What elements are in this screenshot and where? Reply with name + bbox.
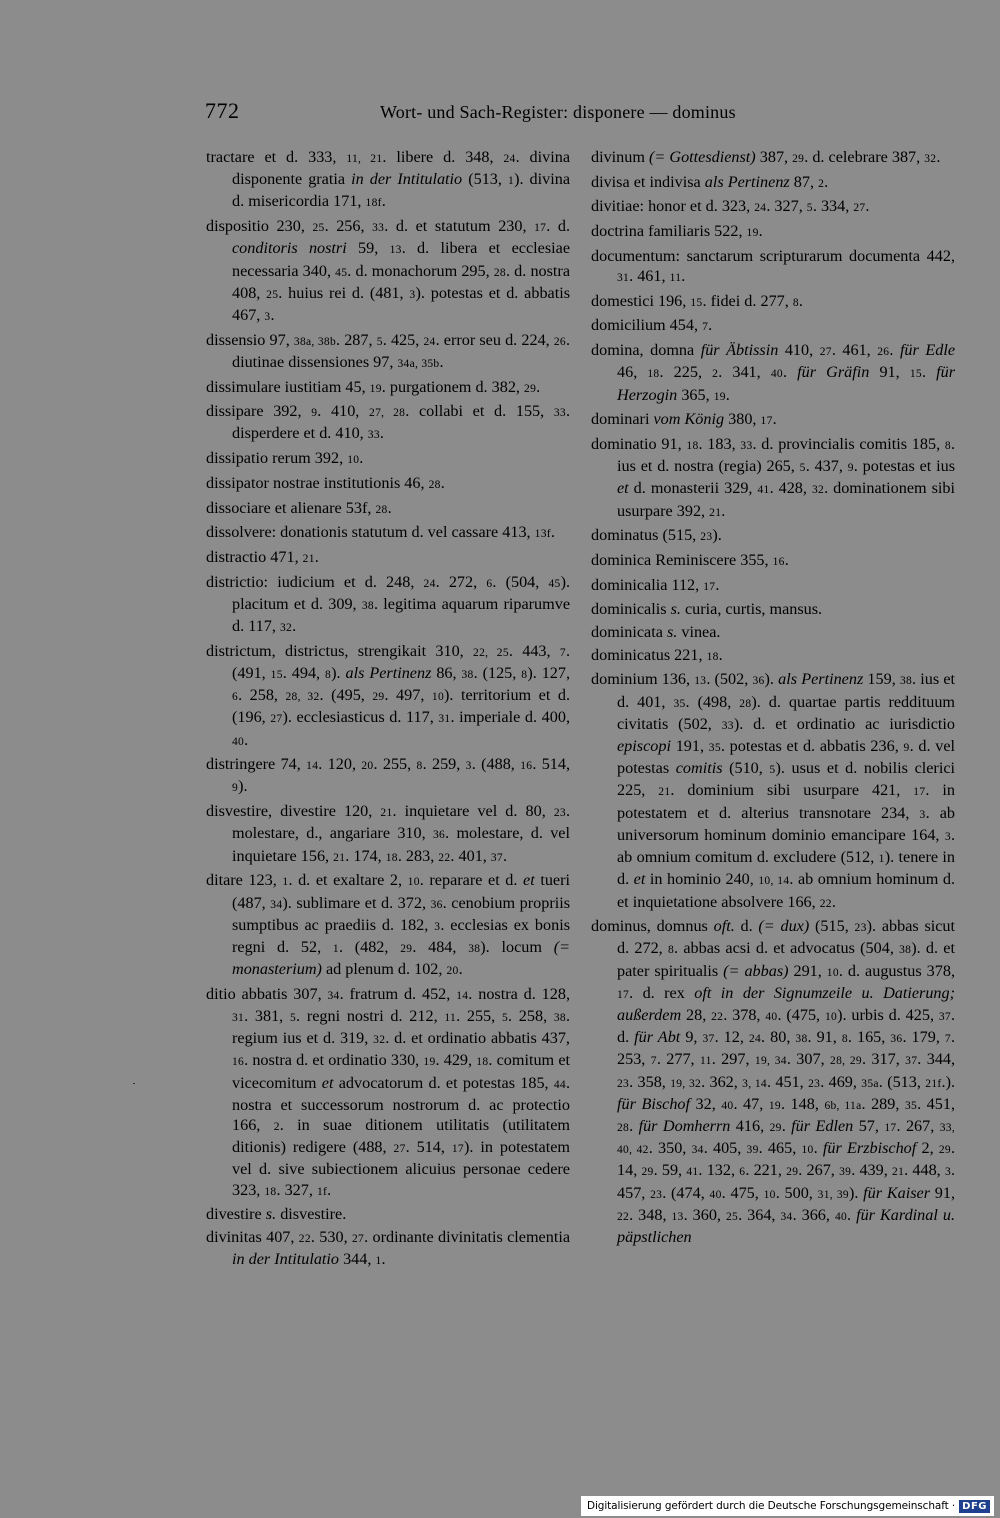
index-entry: dominus, domnus oft. d. (= dux) (515, 23). abbas sicut d. 272, 8. abbas acsi d. et advocatus (504, 38). d. et pater spiritualis (= abbas) 291, 10. d. augustus 378, 17. d. rex oft in der Signumzeile u. Datierung; außerdem 28, 22. 378, 40. (475, 10). urbis d. 425, 37. d. für Abt 9, 37. 12, 24. 80, 38. 91, 8. 165, 36. 179, 7. 253, 7. 277, 11. 297, 19, 34. 307, 28, 29. 317, 37. 344, 23. 358, 19, 32. 362, 3, 14. 451, 23. 469, 35a. (513, 21f.). für Bischof 32, 40. 47, 19. 148, 6b, 11a. 289, 35. 451, 28. für Domherrn 416, 29. für Edlen 57, 17. 267, 33, 40, 42. 350, 34. 405, 39. 465, 10. für Erzbischof 2, 29. 14, 29. 59, 41. 132, 6. 221, 29. 267, 39. 439, 21. 448, 3. 457, 23. (474, 40. 475, 10. 500, 31, 39). für Kaiser 91, 22. 348, 13. 360, 25. 364, 34. 366, 40. für Kardinal u. päpstlichen bbox=[591, 917, 956, 1247]
index-entry: dominicata s. vinea. bbox=[591, 623, 721, 642]
index-entry: dominica Reminiscere 355, 16. bbox=[591, 550, 789, 569]
scan-speck bbox=[133, 1083, 135, 1084]
index-entry: divisa et indivisa als Pertinenz 87, 2. bbox=[591, 172, 829, 191]
index-entry: dominatio 91, 18. 183, 33. d. provincialis comitis 185, 8. ius et d. nostra (regia) 265, 5. 437, 9. potestas et ius et d. monasterii 329, 41. 428, 32. dominationem sibi usurpare 392, 21. bbox=[591, 434, 956, 520]
index-entry: distringere 74, 14. 120, 20. 255, 8. 259, 3. (488, 16. 514, 9). bbox=[206, 755, 571, 796]
index-entry: domestici 196, 15. fidei d. 277, 8. bbox=[591, 291, 803, 310]
footer-credit: Digitalisierung gefördert durch die Deutsche Forschungsgemeinschaft · bbox=[586, 1500, 956, 1512]
index-entry: dominium 136, 13. (502, 36). als Pertinenz 159, 38. ius et d. 401, 35. (498, 28). d. quartae partis reddituum civitatis (502, 33). d. et ordinatio ac iurisdictio episcopi 191, 35. potestas et d. abbatis 236, 9. d. vel potestas comitis (510, 5). usus et d. nobilis clerici 225, 21. dominium sibi usurpare 421, 17. in potestatem et d. alterius transnotare 234, 3. ab universorum hominum dominio emancipare 164, 3. ab omnium comitum d. excludere (512, 1). tenere in d. et in hominio 240, 10, 14. ab omnium hominum d. et inquietatione absolvere 166, 22. bbox=[591, 670, 956, 911]
index-entry: districtum, districtus, strengikait 310, 22, 25. 443, 7. (491, 15. 494, 8). als Pertinenz 86, 38. (125, 8). 127, 6. 258, 28, 32. (495, 29. 497, 10). territorium et d. (196, 27). ecclesiasticus d. 117, 31. imperiale d. 400, 40. bbox=[206, 641, 571, 749]
index-entry: divestire s. disvestire. bbox=[206, 1205, 347, 1224]
index-entry: ditio abbatis 307, 34. fratrum d. 452, 14. nostra d. 128, 31. 381, 5. regni nostri d. 212, 11. 255, 5. 258, 38. regium ius et d. 319, 32. d. et ordinatio abbatis 437, 16. nostra d. et ordinatio 330, 19. 429, 18. comitum et vicecomitum et advocatorum d. et potestas 185, 44. nostra et successorum nostrorum d. ac protectio 166, 2. in suae ditionem utilitatis (utilitatem ditionis) redigere (488, 27. 514, 17). in potestatem vel d. sive subiectionem alicuius personae cedere 323, 18. 327, 1f. bbox=[206, 984, 571, 1199]
page-header bbox=[205, 98, 955, 132]
index-entry: dominari vom König 380, 17. bbox=[591, 410, 777, 429]
index-entry: dissipator nostrae institutionis 46, 28. bbox=[206, 473, 445, 492]
index-entry: dissociare et alienare 53f, 28. bbox=[206, 498, 392, 517]
index-entry: dominicalia 112, 17. bbox=[591, 575, 720, 594]
index-entry: dominicalis s. curia, curtis, mansus. bbox=[591, 600, 823, 619]
index-entry: divinitas 407, 22. 530, 27. ordinante divinitatis clementia in der Intitulatio 344, 1. bbox=[206, 1228, 571, 1269]
index-entry: divinum (= Gottesdienst) 387, 29. d. celebrare 387, 32. bbox=[591, 148, 941, 166]
index-entry: dissimulare iustitiam 45, 19. purgationem d. 382, 29. bbox=[206, 377, 541, 396]
index-entry: dominatus (515, 23). bbox=[591, 526, 722, 545]
page-number: 772 bbox=[205, 98, 240, 123]
index-entry: distractio 471, 21. bbox=[206, 547, 319, 566]
index-entry: ditare 123, 1. d. et exaltare 2, 10. reparare et d. et tueri (487, 34). sublimare et d. 372, 36. cenobium propriis sumptibus ac praediis d. 182, 3. ecclesias ex bonis regni d. 52, 1. (482, 29. 484, 38). locum (= monasterium) ad plenum d. 102, 20. bbox=[206, 871, 571, 979]
index-entry: dissensio 97, 38a, 38b. 287, 5. 425, 24. error seu d. 224, 26. diutinae dissensiones 97, 34a, 35b. bbox=[206, 330, 571, 371]
index-column-left bbox=[206, 147, 570, 1274]
index-entry: divitiae: honor et d. 323, 24. 327, 5. 334, 27. bbox=[591, 197, 870, 216]
index-entry: disvestire, divestire 120, 21. inquietare vel d. 80, 23. molestare, d., angariare 310, 36. molestare, d. vel inquietare 156, 21. 174, 18. 283, 22. 401, 37. bbox=[206, 802, 570, 865]
index-entry: dominicatus 221, 18. bbox=[591, 645, 723, 664]
running-head: Wort- und Sach-Register: disponere — dominus bbox=[380, 102, 736, 122]
index-entry: dissipare 392, 9. 410, 27, 28. collabi et d. 155, 33. disperdere et d. 410, 33. bbox=[206, 402, 571, 443]
index-entry: districtio: iudicium et d. 248, 24. 272, 6. (504, 45). placitum et d. 309, 38. legitima aquarum riparumve d. 117, 32. bbox=[206, 572, 571, 636]
index-entry: doctrina familiaris 522, 19. bbox=[591, 222, 763, 241]
index-entry: domicilium 454, 7. bbox=[591, 316, 713, 335]
index-entry: documentum: sanctarum scripturarum documenta 442, 31. 461, 11. bbox=[591, 246, 955, 286]
index-column-right bbox=[591, 147, 955, 1250]
index-entry: dissipatio rerum 392, 10. bbox=[206, 449, 364, 468]
index-entry: dispositio 230, 25. 256, 33. d. et statutum 230, 17. d. conditoris nostri 59, 13. d. libera et ecclesiae necessaria 340, 45. d. monachorum 295, 28. d. nostra 408, 25. huius rei d. (481, 3). potestas et d. abbatis 467, 3. bbox=[206, 217, 571, 324]
index-entry: domina, domna für Äbtissin 410, 27. 461, 26. für Edle 46, 18. 225, 2. 341, 40. für Gräfin 91, 15. für Herzogin 365, 19. bbox=[591, 341, 956, 404]
index-entry: dissolvere: donationis statutum d. vel cassare 413, 13f. bbox=[206, 523, 555, 542]
dfg-logo: DFG bbox=[959, 1500, 990, 1513]
dfg-footer bbox=[581, 1496, 994, 1516]
index-entry: tractare et d. 333, 11, 21. libere d. 348, 24. divina disponente gratia in der Intitulatio (513, 1). divina d. misericordia 171, 18f. bbox=[206, 148, 571, 211]
